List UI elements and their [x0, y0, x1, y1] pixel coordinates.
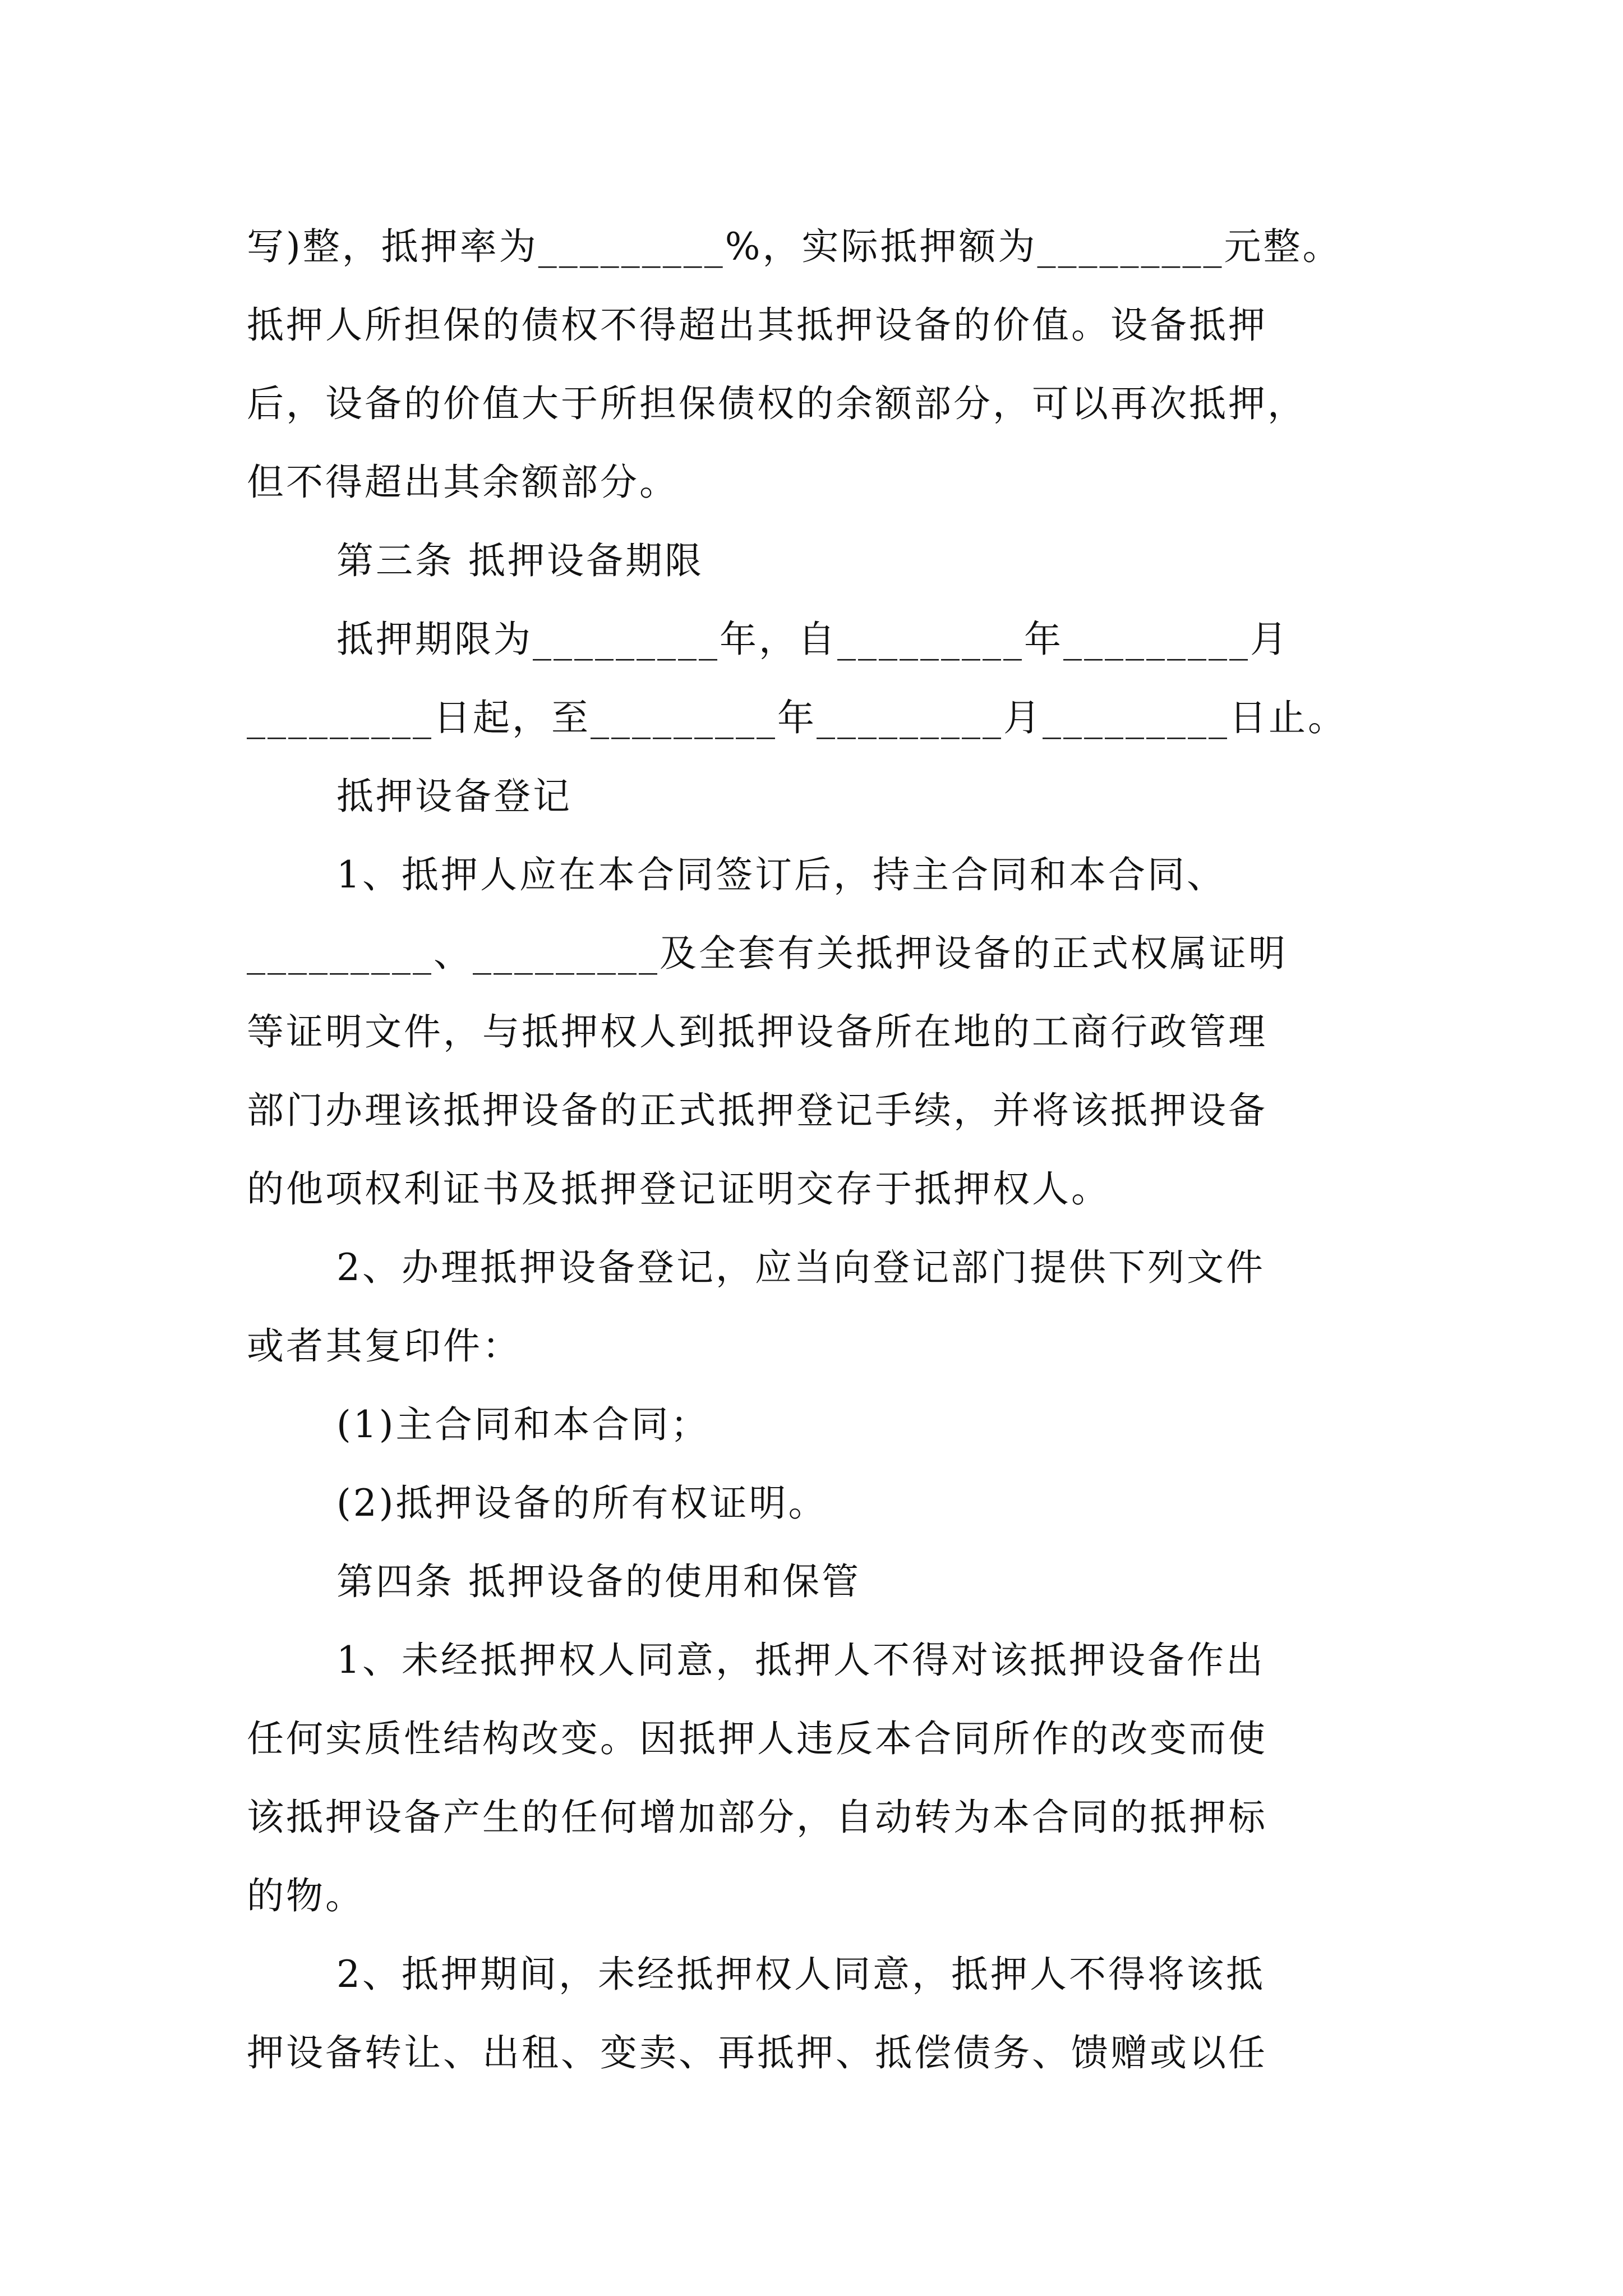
text-line: 押设备转让、出租、变卖、再抵押、抵偿债务、馈赠或以任 [247, 2031, 1267, 2074]
list-item: (1)主合同和本合同； [336, 1403, 710, 1446]
text-line: 的物。 [247, 1874, 365, 1917]
text-line: 后，设备的价值大于所担保债权的余额部分，可以再次抵押， [247, 382, 1307, 425]
list-item: (2)抵押设备的所有权证明。 [336, 1481, 828, 1525]
text-line: 1、抵押人应在本合同签订后，持主合同和本合同、 [336, 853, 1226, 896]
text-line: 部门办理该抵押设备的正式抵押登记手续，并将该抵押设备 [247, 1089, 1267, 1132]
text-line: 任何实质性结构改变。因抵押人违反本合同所作的改变而使 [247, 1717, 1267, 1760]
text-line: 1、未经抵押权人同意，抵押人不得对该抵押设备作出 [336, 1639, 1265, 1682]
text-line: 等证明文件，与抵押权人到抵押设备所在地的工商行政管理 [247, 1010, 1267, 1053]
section-heading: 抵押设备登记 [336, 775, 572, 818]
text-line: 该抵押设备产生的任何增加部分，自动转为本合同的抵押标 [247, 1796, 1267, 1839]
text-line: 但不得超出其余额部分。 [247, 461, 679, 504]
text-line: 的他项权利证书及抵押登记证明交存于抵押权人。 [247, 1167, 1110, 1211]
text-line: 抵押人所担保的债权不得超出其抵押设备的价值。设备抵押 [247, 303, 1267, 347]
text-line: _________日起，至_________年_________月_________日止。 [247, 696, 1347, 739]
text-line: 写)整，抵押率为_________%，实际抵押额为_________元整。 [247, 225, 1342, 268]
text-line: 2、抵押期间，未经抵押权人同意，抵押人不得将该抵 [336, 1953, 1265, 1996]
text-line: 或者其复印件： [247, 1324, 522, 1368]
section-heading: 第四条 抵押设备的使用和保管 [336, 1560, 861, 1603]
text-line: 2、办理抵押设备登记，应当向登记部门提供下列文件 [336, 1246, 1265, 1289]
section-heading: 第三条 抵押设备期限 [336, 539, 704, 582]
text-line: 抵押期限为_________年，自_________年_________月 [336, 618, 1289, 661]
text-line: _________、_________及全套有关抵押设备的正式权属证明 [247, 932, 1288, 975]
